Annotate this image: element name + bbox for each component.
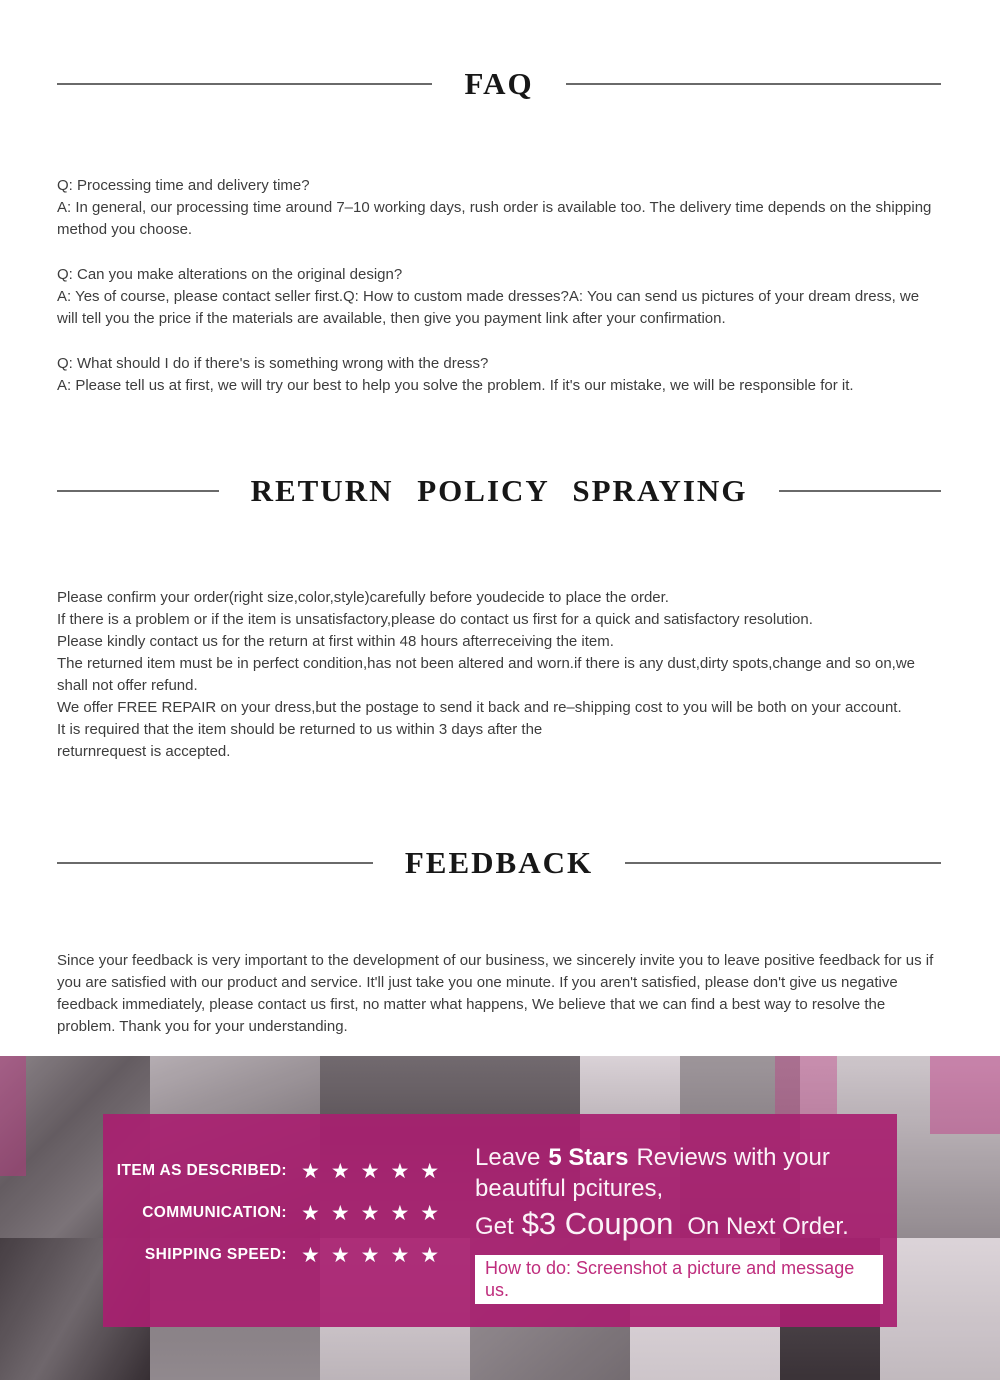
heading-rule-left [57,83,432,85]
rating-label: ITEM AS DESCRIBED: [116,1162,287,1180]
faq-question: Q: What should I do if there's is something wrong with the dress? [57,355,489,373]
rating-rows [103,1150,463,1276]
feedback-heading [57,819,941,906]
rating-row-communication [103,1192,463,1234]
promo-five-stars: 5 Stars [548,1144,629,1172]
faq-answer: A: Please tell us at first, we will try our best to help you solve the problem. If it's our mistake, we will be responsible for it. [57,377,854,395]
promo-leave: Leave [475,1144,541,1172]
heading-rule-right [566,83,941,85]
promo-reviews: Reviews with your [636,1144,830,1172]
faq-item [57,175,941,241]
heading-rule-left [57,490,219,492]
heading-rule-left [57,862,373,864]
faq-question: Q: Can you make alterations on the original design? [57,266,403,284]
promo-text-block [475,1142,883,1304]
return-policy-heading [57,447,941,534]
photo-pavement-walking [880,1238,1000,1380]
promo-coupon: $3 Coupon [521,1206,674,1242]
rating-label: SHIPPING SPEED: [144,1246,287,1264]
policy-line: It is required that the item should be returned to us within 3 days after the [57,720,543,738]
policy-line: Please confirm your order(right size,color,style)carefully before youdecide to place the order. [57,588,669,606]
rating-row-shipping-speed [103,1234,463,1276]
five-stars-icon: ★★★★★ [301,1201,451,1225]
faq-answer: A: Yes of course, please contact seller first.Q: How to custom made dresses?A: You can send us pictures of your dream dress, we will tell you the price if the materials are available, then give you payment link after your confirmation. [57,288,920,328]
faq-question: Q: Processing time and delivery time? [57,177,310,195]
faq-answer: A: In general, our processing time around 7–10 working days, rush order is available too. The delivery time depends on the shipping method you choose. [57,199,932,239]
promo-get: Get [475,1213,514,1241]
policy-line: We offer FREE REPAIR on your dress,but the postage to send it back and re–shipping cost to you will be both on your account. [57,698,902,716]
five-stars-icon: ★★★★★ [301,1243,451,1267]
howto-instruction-box: How to do: Screenshot a picture and message us. [475,1255,883,1304]
return-policy-section [57,447,941,762]
policy-line: If there is a problem or if the item is unsatisfactory,please do contact us first for a quick and satisfactory resolution. [57,610,813,628]
policy-line: returnrequest is accepted. [57,742,231,760]
rating-label: COMMUNICATION: [142,1204,287,1222]
faq-item [57,353,941,397]
faq-item [57,264,941,330]
five-stars-icon: ★★★★★ [301,1159,451,1183]
return-policy-title: RETURN POLICY SPRAYING [250,473,748,509]
promo-line-3 [475,1204,883,1247]
feedback-text: Since your feedback is very important to the development of our business, we sincerely invite you to leave positive feedback for us if you are satisfied with our product and service. It'll just take you one minute. If you aren't satisfied, please don't give us negative feedback immediately, please contact us first, no matter what happens, We believe that we can find a best way to resolve the problem. Thank you for your understanding. [57,952,934,1036]
policy-line: The returned item must be in perfect condition,has not been altered and worn.if there is any dust,dirty spots,change and so on,we shall not offer refund. [57,654,916,694]
policy-line: Please kindly contact us for the return at first within 48 hours afterreceiving the item. [57,632,614,650]
heading-rule-right [625,862,941,864]
return-policy-text [57,587,941,763]
feedback-title: FEEDBACK [404,844,594,880]
feedback-section [57,819,941,1038]
heading-rule-right [779,490,941,492]
promo-line-1 [475,1142,883,1173]
promo-next-order: On Next Order. [687,1213,849,1241]
faq-heading [57,40,941,127]
review-promo-banner [103,1114,897,1327]
faq-title: FAQ [464,65,534,101]
product-description-page [0,40,1000,1038]
faq-section [57,40,941,397]
promo-photo-strip [0,1056,1000,1380]
rating-row-item-as-described [103,1150,463,1192]
faq-items [57,175,941,397]
promo-line-2: beautiful pcitures, [475,1175,664,1203]
